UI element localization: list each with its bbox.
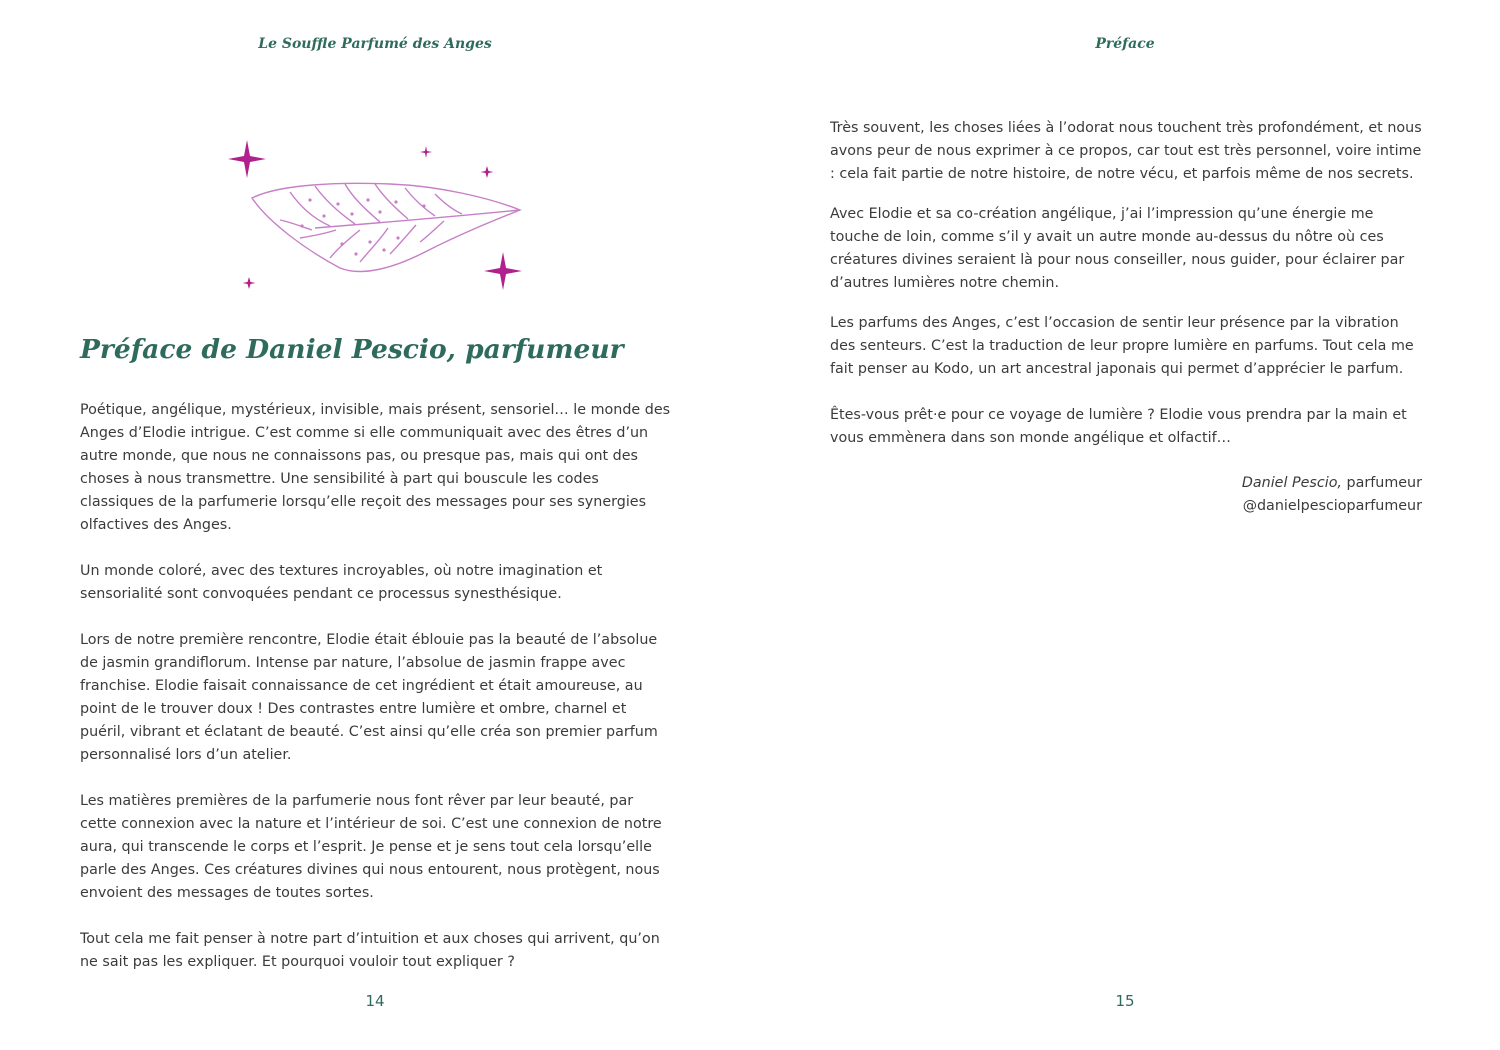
paragraph: Un monde coloré, avec des textures incroyables, où notre imagination et sensorialité sont convoquées pendant ce processus synesthésique. [80,563,603,602]
paragraph: Très souvent, les choses liées à l’odorat nous touchent très profondément, et nous avons peur de nous exprimer à ce propos, car tout est très personnel, voire intime : cela fait partie de notre histoire, de notre vécu, et parfois même de nos secrets. [830,120,1422,182]
chapter-title: Préface de Daniel Pescio, parfumeur [80,334,624,365]
paragraph: Avec Elodie et sa co-création angélique, j’ai l’impression qu’une énergie me touche de loin, comme s’il y avait un autre monde au-dessus du nôtre où ces créatures divines seraient là pour nous conseiller, nous guider, pour éclairer par d’autres lumières notre chemin. [830,206,1405,291]
paragraph: Tout cela me fait penser à notre part d’intuition et aux choses qui arrivent, qu’on ne sait pas les expliquer. Et pourquoi vouloir tout expliquer ? [80,931,660,970]
signature-role: parfumeur [1341,475,1422,491]
paragraph: Êtes-vous prêt·e pour ce voyage de lumière ? Elodie vous prendra par la main et vous emmènera dans son monde angélique et olfactif… [830,407,1407,446]
signature-line [830,472,1422,495]
page-number-left: 14 [365,992,385,1010]
page-number-right: 15 [1115,992,1135,1010]
right-page [750,0,1500,1050]
paragraph: Les matières premières de la parfumerie nous font rêver par leur beauté, par cette connexion avec la nature et l’intérieur de soi. C’est une connexion de notre aura, qui transcende le corps et l’esprit. Je pense et je sens tout cela lorsqu’elle parle des Anges. Ces créatures divines qui nous entourent, nous protègent, nous envoient des messages de toutes sortes. [80,793,662,901]
feather-illustration [220,130,530,300]
body-text-right [830,117,1422,518]
signature-handle: @danielpescioparfumeur [1242,498,1422,514]
sparkle-icon [228,140,522,290]
signature [830,472,1422,518]
signature-name: Daniel Pescio, [1241,475,1342,491]
running-head-right: Préface [1095,36,1155,52]
paragraph: Les parfums des Anges, c’est l’occasion de sentir leur présence par la vibration des senteurs. C’est la traduction de leur propre lumière en parfums. Tout cela me fait penser au Kodo, un art ancestral japonais qui permet d’apprécier le parfum. [830,315,1414,377]
paragraph: Poétique, angélique, mystérieux, invisible, mais présent, sensoriel… le monde des Anges d’Elodie intrigue. C’est comme si elle communiquait avec des êtres d’un autre monde, que nous ne connaissons pas, ou presque pas, mais qui ont des choses à nous transmettre. Une sensibilité à part qui bouscule les codes classiques de la parfumerie lorsqu’elle reçoit des messages pour ses synergies olfactives des Anges. [80,402,671,533]
feather-icon [252,183,520,271]
running-head-left: Le Souffle Parfumé des Anges [258,36,492,52]
paragraph: Lors de notre première rencontre, Elodie était éblouie pas la beauté de l’absolue de jasmin grandiflorum. Intense par nature, l’absolue de jasmin frappe avec franchise. Elodie faisait connaissance de cet ingrédient et était amoureuse, au point de le trouver doux ! Des contrastes entre lumière et ombre, charnel et puéril, vibrant et éclatant de beauté. C’est ainsi qu’elle créa son premier parfum personnalisé lors d’un atelier. [80,632,658,763]
body-text-left [80,399,672,997]
